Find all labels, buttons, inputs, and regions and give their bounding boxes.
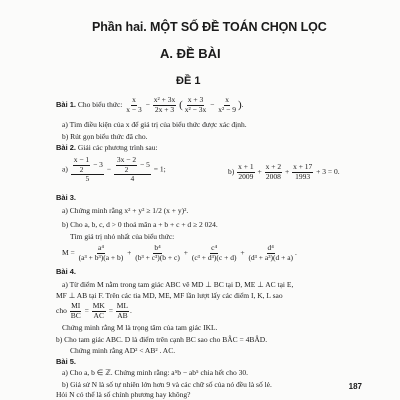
bai1-intro: Cho biểu thức:	[77, 99, 123, 109]
bai5-b2: Hỏi N có thể là số chính phương hay không?	[56, 390, 191, 399]
bai3-b2: Tìm giá trị nhỏ nhất của biểu thức:	[70, 232, 175, 241]
bai3-label: Bài 3.	[56, 193, 77, 202]
bai4-l1: a) Từ điểm M nằm trong tam giác ABC vẽ MD ⊥ BC tại D, ME ⊥ AC tại E,	[62, 280, 294, 289]
bai1-a: a) Tìm điều kiện của x để giá trị của biểu thức được xác định.	[62, 120, 247, 129]
bai5-b1: b) Giả sử N là số tự nhiên lớn hơn 9 và các chữ số của nó đều là số lẻ.	[62, 380, 272, 389]
bai4-l2: MF ⊥ AB tại F. Trên các tia MD, ME, MF lần lượt lấy các điểm I, K, L sao	[56, 291, 283, 300]
bai2-eq-b: b) $\frac{x + 1}{2009}$ + $\frac{x + 2}{2008}$ + $\frac{x + 17}{1993}$ + 3 = 0.	[228, 162, 340, 181]
bai4-l3-pre: cho	[56, 305, 67, 315]
bai4-l4: Chứng minh rằng M là trọng tâm của tam giác IKL.	[62, 323, 218, 332]
part-title: Phần hai. MỘT SỐ ĐỀ TOÁN CHỌN LỌC	[92, 20, 327, 34]
bai3-b: b) Cho a, b, c, d > 0 thoả mãn a + b + c + d ≥ 2 024.	[62, 220, 218, 229]
bai2-eq-a: a) $\frac{x - 1}{2}$ − 3 5 − $\frac{3x - 2}{2}$ − 5 4 = 1;	[62, 155, 166, 184]
bai3-a: a) Chứng minh rằng x² + y² ≥ 1/2 (x + y)².	[62, 206, 189, 215]
bai1-b: b) Rút gọn biểu thức đã cho.	[62, 132, 148, 141]
bai4-label: Bài 4.	[56, 267, 77, 276]
bai1-line	[56, 96, 244, 114]
bai5-label: Bài 5.	[56, 357, 77, 366]
exam-title: ĐỀ 1	[176, 75, 201, 87]
bai1-label: Bài 1.	[56, 99, 77, 109]
bai2-line	[56, 144, 158, 153]
bai2-label: Bài 2.	[56, 143, 77, 152]
bai4-b2: Chứng minh rằng AD² < AB² . AC.	[70, 346, 176, 355]
bai4-l3: cho $\frac{MI}{BC}$ = $\frac{MK}{AC}$ = $\frac{ML}{AB}$ .	[56, 301, 132, 320]
page-number: 187	[348, 382, 362, 391]
bai3-expression: M = $\frac{\text{a⁴}}{\text{(a³ + b³)(a + b)}}$ + $\frac{\text{b⁴}}{\text{(b³ + c³)(b + c)}}$ + $\frac{\text{c⁴}}{\text{(c³ + d³)(c + d)}}$ + $\frac{\text{d⁴}}{\text{(d³ + a³)(d + a)}}$ .	[62, 243, 297, 262]
bai2-intro: Giải các phương trình sau:	[77, 143, 158, 152]
bai5-a: a) Cho a, b ∈ ℤ. Chứng minh rằng: a⁵b − ab⁵ chia hết cho 30.	[62, 368, 249, 377]
bai4-b1: b) Cho tam giác ABC. D là điểm trên cạnh BC sao cho BÂC = 4BÂD.	[56, 335, 268, 344]
bai1-formula: $\frac{x}{x - 3}$ − $\frac{\text{x² + 3x}}{2x + 3}$ ( $\frac{x + 3}{\text{x² − 3x}}$ − $\frac{x}{\text{x² − 9}}$ ).	[126, 95, 244, 114]
section-title: A. ĐỀ BÀI	[160, 46, 221, 61]
